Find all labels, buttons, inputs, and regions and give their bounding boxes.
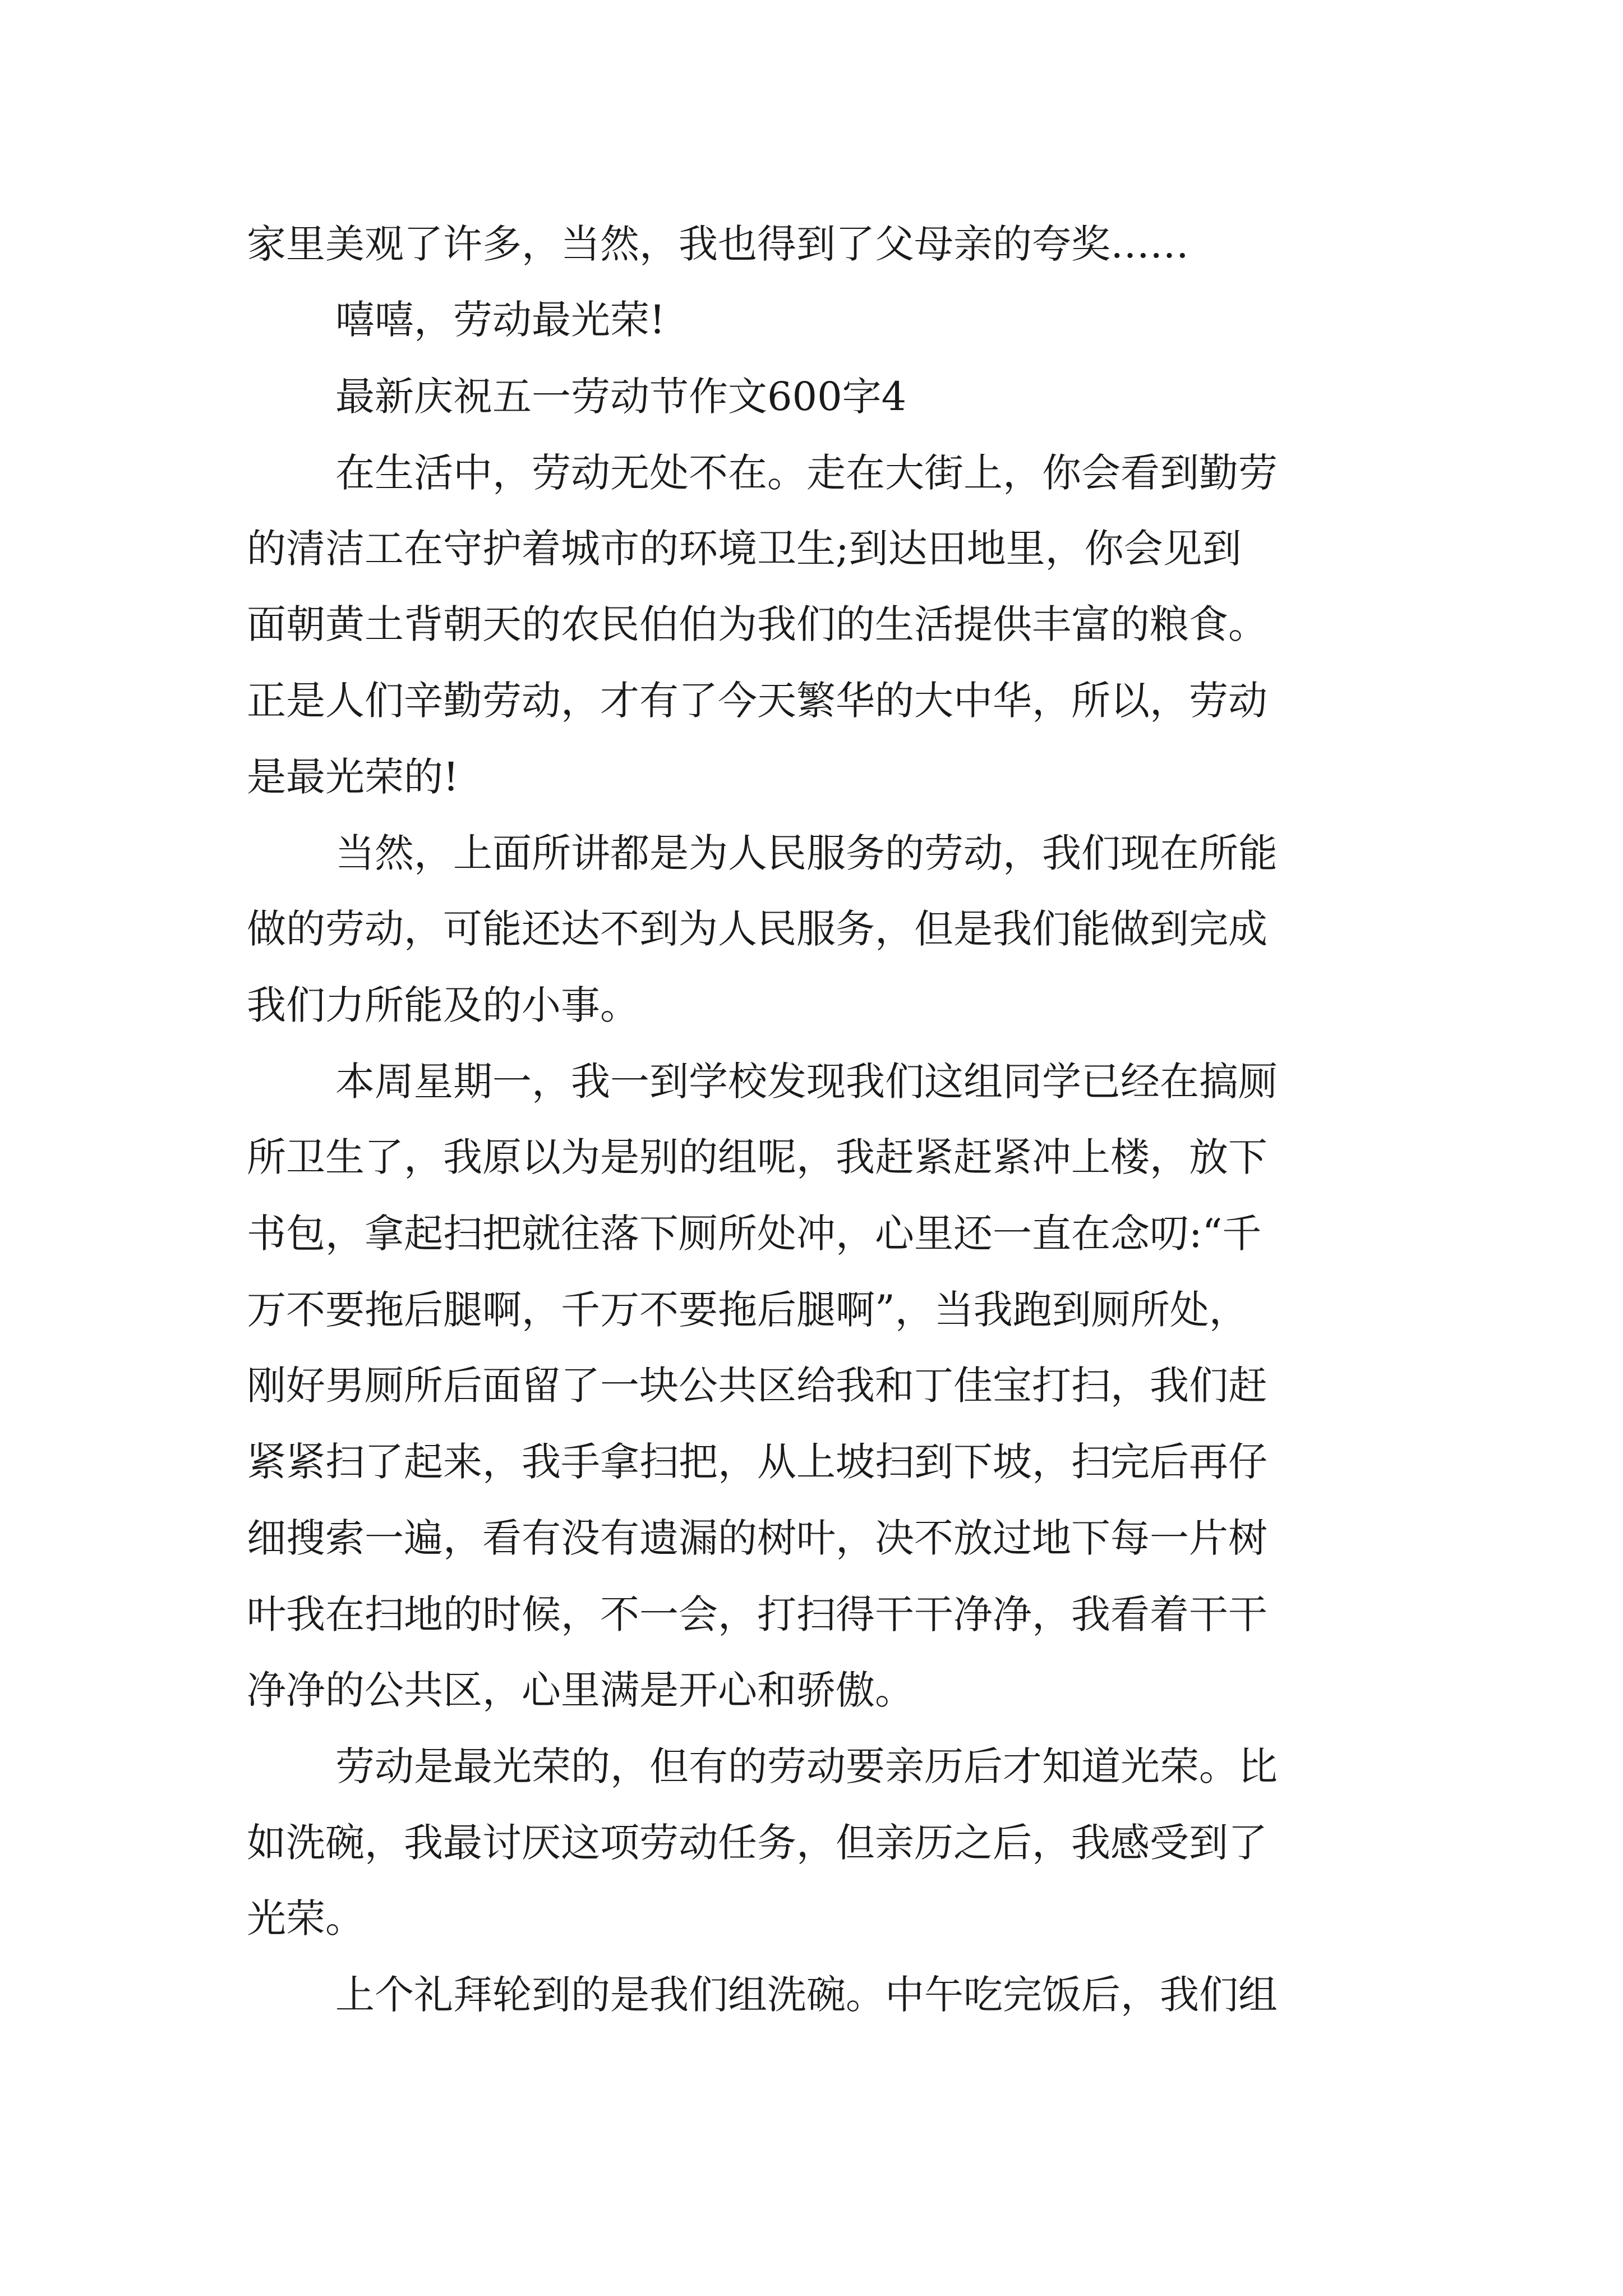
text-line: 万不要拖后腿啊，千万不要拖后腿啊”，当我跑到厕所处， [247, 1287, 1248, 1333]
text-line: 所卫生了，我原以为是别的组呢，我赶紧赶紧冲上楼，放下 [247, 1134, 1267, 1180]
text-line: 光荣。 [247, 1895, 365, 1941]
text-line: 做的劳动，可能还达不到为人民服务，但是我们能做到完成 [247, 906, 1267, 952]
text-line: 面朝黄土背朝天的农民伯伯为我们的生活提供丰富的粮食。 [247, 601, 1267, 647]
text-line: 当然，上面所讲都是为人民服务的劳动，我们现在所能 [335, 830, 1278, 876]
text-line: 家里美观了许多，当然，我也得到了父母亲的夸奖…… [247, 221, 1189, 267]
text-line: 叶我在扫地的时候，不一会，打扫得干干净净，我看着干干 [247, 1591, 1267, 1637]
text-line: 刚好男厕所后面留了一块公共区给我和丁佳宝打扫，我们赶 [247, 1363, 1267, 1409]
text-line: 净净的公共区，心里满是开心和骄傲。 [247, 1667, 914, 1713]
text-line: 在生活中，劳动无处不在。走在大街上，你会看到勤劳 [335, 450, 1278, 496]
text-line: 细搜索一遍，看有没有遗漏的树叶，决不放过地下每一片树 [247, 1515, 1267, 1561]
text-line: 紧紧扫了起来，我手拿扫把，从上坡扫到下坡，扫完后再仔 [247, 1439, 1267, 1485]
section-heading: 最新庆祝五一劳动节作文600字4 [335, 374, 907, 420]
text-line: 正是人们辛勤劳动，才有了今天繁华的大中华，所以，劳动 [247, 678, 1267, 724]
text-line: 书包，拿起扫把就往落下厕所处冲，心里还一直在念叨:“千 [247, 1211, 1262, 1257]
text-line: 是最光荣的! [247, 754, 459, 800]
text-line: 本周星期一，我一到学校发现我们这组同学已经在搞厕 [335, 1059, 1278, 1105]
text-line: 我们力所能及的小事。 [247, 982, 639, 1028]
text-line: 如洗碗，我最讨厌这项劳动任务，但亲历之后，我感受到了 [247, 1820, 1267, 1866]
text-line: 嘻嘻，劳动最光荣! [335, 297, 666, 343]
text-line: 的清洁工在守护着城市的环境卫生;到达田地里，你会见到 [247, 526, 1242, 572]
text-line: 劳动是最光荣的，但有的劳动要亲历后才知道光荣。比 [335, 1743, 1278, 1789]
text-line: 上个礼拜轮到的是我们组洗碗。中午吃完饭后，我们组 [335, 1972, 1278, 2018]
